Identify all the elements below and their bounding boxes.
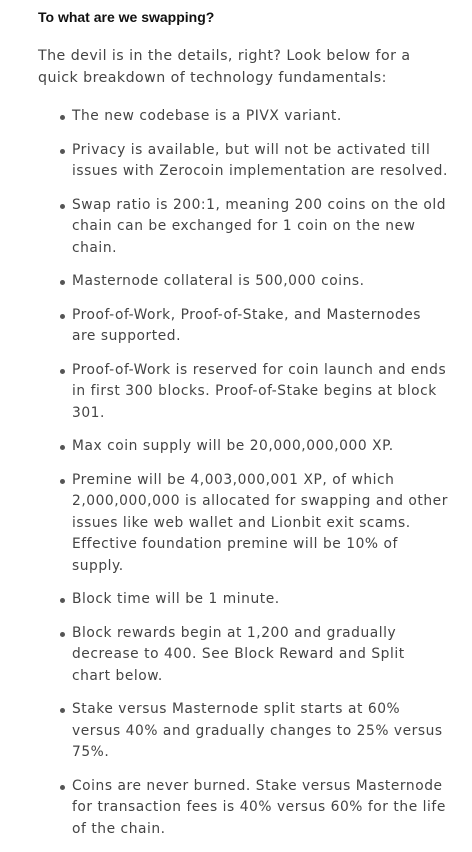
bullet-icon (60, 598, 65, 603)
list-item-text: The new codebase is a PIVX variant. (72, 108, 342, 124)
bullet-icon (60, 280, 65, 285)
list-item-text: Proof-of-Work, Proof-of-Stake, and Masternodes are supported. (72, 306, 422, 344)
bullet-icon (60, 479, 65, 484)
list-item (38, 436, 448, 458)
list-item (38, 106, 448, 128)
list-item (38, 360, 448, 425)
list-item-text: Block rewards begin at 1,200 and gradually decrease to 400. See Block Reward and Split chart below. (72, 624, 405, 684)
list-item-text: Proof-of-Work is reserved for coin launch and ends in first 300 blocks. Proof-of-Stake begins at block 301. (72, 361, 447, 421)
list-item-text: Coins are never burned. Stake versus Masternode for transaction fees is 40% versus 60% for the life of the chain. (72, 777, 446, 837)
bullet-icon (60, 632, 65, 637)
list-item-text: Premine will be 4,003,000,001 XP, of which 2,000,000,000 is allocated for swapping and other issues like web wallet and Lionbit exit scams. Effective foundation premine will be 10% of supply. (72, 471, 448, 574)
list-item (38, 623, 448, 688)
list-item (38, 699, 448, 764)
list-item-text: Max coin supply will be 20,000,000,000 XP. (72, 438, 394, 454)
list-item-text: Block time will be 1 minute. (72, 591, 280, 607)
bullet-icon (60, 115, 65, 120)
section-heading: To what are we swapping? (38, 9, 215, 25)
list-item-text: Privacy is available, but will not be activated till issues with Zerocoin implementation are resolved. (72, 141, 448, 179)
intro-paragraph: The devil is in the details, right? Look below for a quick breakdown of technology fundamentals: (38, 48, 411, 86)
bullet-icon (60, 708, 65, 713)
list-item (38, 305, 448, 348)
article (38, 0, 448, 852)
list-item-text: Stake versus Masternode split starts at 60% versus 40% and gradually changes to 25% versus 75%. (72, 701, 443, 760)
list-item (38, 195, 448, 260)
list-item (38, 271, 448, 293)
bullet-icon (60, 445, 65, 450)
list-item-text: Swap ratio is 200:1, meaning 200 coins on the old chain can be exchanged for 1 coin on the new chain. (72, 196, 447, 256)
bullet-icon (60, 369, 65, 374)
bullet-icon (60, 149, 65, 154)
list-item (38, 776, 448, 841)
fundamentals-list (38, 106, 448, 840)
list-item (38, 589, 448, 611)
bullet-icon (60, 204, 65, 209)
list-item (38, 140, 448, 183)
list-item-text: Masternode collateral is 500,000 coins. (72, 273, 365, 289)
bullet-icon (60, 314, 65, 319)
list-item (38, 470, 448, 578)
bullet-icon (60, 785, 65, 790)
